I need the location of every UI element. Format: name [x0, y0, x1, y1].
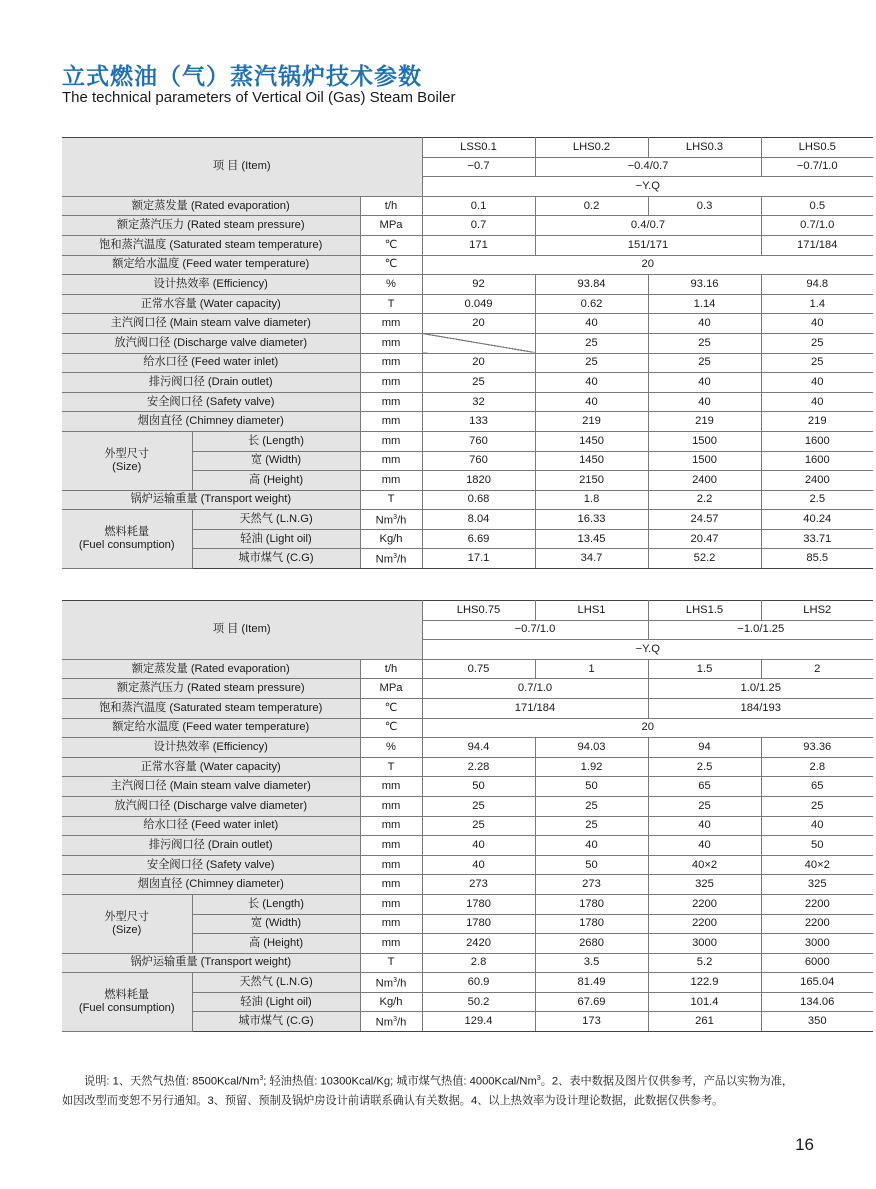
model-cell: LHS0.75 [422, 601, 535, 621]
table-row [62, 738, 873, 758]
table-row [62, 816, 873, 836]
value-cell: 184/193 [648, 698, 873, 718]
value-cell: 1780 [422, 914, 535, 934]
value-cell: 134.06 [761, 992, 873, 1012]
pressure-code-cell: −0.7 [422, 157, 535, 177]
value-cell: 0.2 [535, 196, 648, 216]
value-cell: 122.9 [648, 973, 761, 993]
value-cell: 20 [422, 255, 873, 275]
value-cell: 93.16 [648, 275, 761, 295]
table-row [62, 796, 873, 816]
value-cell: 65 [761, 777, 873, 797]
value-cell: 2150 [535, 471, 648, 491]
value-cell: 67.69 [535, 992, 648, 1012]
unit-cell: mm [360, 934, 422, 954]
unit-cell: mm [360, 796, 422, 816]
value-cell: 350 [761, 1012, 873, 1032]
value-cell: 25 [535, 333, 648, 353]
table-row [62, 412, 873, 432]
table-row [62, 235, 873, 255]
value-cell: 1500 [648, 431, 761, 451]
row-label: 设计热效率 (Efficiency) [62, 738, 360, 758]
row-label: 高 (Height) [192, 471, 360, 491]
value-cell: 1600 [761, 451, 873, 471]
row-label: 锅炉运输重量 (Transport weight) [62, 490, 360, 510]
unit-cell: mm [360, 816, 422, 836]
row-label: 主汽阀口径 (Main steam valve diameter) [62, 314, 360, 334]
row-label: 烟囱直径 (Chimney diameter) [62, 412, 360, 432]
row-label: 轻油 (Light oil) [192, 992, 360, 1012]
pressure-code-cell: −0.7/1.0 [422, 620, 648, 640]
unit-cell: mm [360, 333, 422, 353]
unit-cell: mm [360, 855, 422, 875]
value-cell: 8.04 [422, 510, 535, 530]
value-cell: 6000 [761, 953, 873, 973]
unit-cell: mm [360, 392, 422, 412]
value-cell: 171 [422, 235, 535, 255]
footnote-line-2: 如因改型而变恕不另行通知。3、预留、预制及锅炉房设计前请联系确认有关数据。4、以上热效率为设计理论数据，此数据仅供参考。 [62, 1095, 724, 1107]
value-cell: 1.5 [648, 659, 761, 679]
value-cell: 2680 [535, 934, 648, 954]
unit-cell: t/h [360, 196, 422, 216]
table-row [62, 216, 873, 236]
value-cell: 40 [535, 314, 648, 334]
value-cell: 94 [648, 738, 761, 758]
table-row [62, 510, 873, 530]
table-row [62, 333, 873, 353]
value-cell: 1 [535, 659, 648, 679]
row-label: 城市煤气 (C.G) [192, 1012, 360, 1032]
value-cell: 65 [648, 777, 761, 797]
value-cell: 25 [648, 796, 761, 816]
table-row [62, 953, 873, 973]
value-cell: 25 [422, 796, 535, 816]
value-cell: 3000 [761, 934, 873, 954]
table-row [62, 373, 873, 393]
value-cell: 40 [761, 314, 873, 334]
value-cell: 3.5 [535, 953, 648, 973]
value-cell: 219 [535, 412, 648, 432]
row-label: 额定蒸发量 (Rated evaporation) [62, 659, 360, 679]
value-cell: 94.4 [422, 738, 535, 758]
value-cell: 0.75 [422, 659, 535, 679]
value-cell: 50 [535, 855, 648, 875]
value-cell: 93.84 [535, 275, 648, 295]
unit-cell: Nm$^3$/h [360, 549, 422, 569]
empty-diagonal-cell [422, 333, 535, 353]
value-cell: 133 [422, 412, 535, 432]
value-cell: 25 [761, 353, 873, 373]
row-label: 锅炉运输重量 (Transport weight) [62, 953, 360, 973]
value-cell: 25 [422, 373, 535, 393]
unit-cell: Nm$^3$/h [360, 510, 422, 530]
value-cell: 760 [422, 451, 535, 471]
value-cell: 1.14 [648, 294, 761, 314]
value-cell: 173 [535, 1012, 648, 1032]
value-cell: 17.1 [422, 549, 535, 569]
footnote-line-1: 说明: 1、天然气热值: 8500Kcal/Nm$^3$; 轻油热值: 10300Kcal/Kg; 城市煤气热值: 4000Kcal/Nm$^3$。2、表中数据及图片仅供参考，产品以实物为准， [84, 1075, 794, 1088]
value-cell: 0.049 [422, 294, 535, 314]
table-row [62, 659, 873, 679]
value-cell: 1500 [648, 451, 761, 471]
row-label: 给水口径 (Feed water inlet) [62, 353, 360, 373]
value-cell: 2200 [761, 914, 873, 934]
unit-cell: mm [360, 451, 422, 471]
value-cell: 0.1 [422, 196, 535, 216]
unit-cell: mm [360, 777, 422, 797]
row-label: 放汽阀口径 (Discharge valve diameter) [62, 796, 360, 816]
unit-cell: mm [360, 373, 422, 393]
table-row [62, 757, 873, 777]
spec-table-1 [62, 137, 873, 569]
page-title-english: The technical parameters of Vertical Oil (Gas) Steam Boiler [62, 89, 456, 106]
value-cell: 2200 [648, 894, 761, 914]
value-cell: 325 [648, 875, 761, 895]
value-cell: 50.2 [422, 992, 535, 1012]
value-cell: 2400 [761, 471, 873, 491]
row-label: 天然气 (L.N.G) [192, 510, 360, 530]
value-cell: 40 [761, 373, 873, 393]
value-cell: 40 [535, 373, 648, 393]
value-cell: 33.71 [761, 529, 873, 549]
table-row [62, 392, 873, 412]
unit-cell: t/h [360, 659, 422, 679]
unit-cell: mm [360, 914, 422, 934]
value-cell: 1780 [422, 894, 535, 914]
value-cell: 32 [422, 392, 535, 412]
value-cell: 1.92 [535, 757, 648, 777]
unit-cell: % [360, 275, 422, 295]
size-group-label: 外型尺寸 (Size) [62, 894, 192, 953]
row-label: 饱和蒸汽温度 (Saturated steam temperature) [62, 235, 360, 255]
table-row [62, 777, 873, 797]
value-cell: 273 [535, 875, 648, 895]
value-cell: 171/184 [761, 235, 873, 255]
pressure-code-cell: −1.0/1.25 [648, 620, 873, 640]
value-cell: 151/171 [535, 235, 761, 255]
value-cell: 261 [648, 1012, 761, 1032]
row-label: 额定给水温度 (Feed water temperature) [62, 718, 360, 738]
value-cell: 94.03 [535, 738, 648, 758]
table-row [62, 894, 873, 914]
model-cell: LHS2 [761, 601, 873, 621]
table-row [62, 718, 873, 738]
value-cell: 760 [422, 431, 535, 451]
unit-cell: mm [360, 875, 422, 895]
value-cell: 1780 [535, 914, 648, 934]
model-cell: LHS0.2 [535, 138, 648, 158]
value-cell: 101.4 [648, 992, 761, 1012]
unit-cell: Kg/h [360, 992, 422, 1012]
unit-cell: mm [360, 314, 422, 334]
fuel-group-label: 燃料耗量 (Fuel consumption) [62, 973, 192, 1032]
value-cell: 5.2 [648, 953, 761, 973]
pressure-code-cell: −0.7/1.0 [761, 157, 873, 177]
row-label: 额定蒸汽压力 (Rated steam pressure) [62, 679, 360, 699]
row-label: 轻油 (Light oil) [192, 529, 360, 549]
table-row [62, 314, 873, 334]
value-cell: 20 [422, 314, 535, 334]
row-label: 天然气 (L.N.G) [192, 973, 360, 993]
unit-cell: T [360, 490, 422, 510]
value-cell: 20 [422, 353, 535, 373]
value-cell: 52.2 [648, 549, 761, 569]
value-cell: 2.5 [761, 490, 873, 510]
value-cell: 1450 [535, 451, 648, 471]
value-cell: 40 [761, 816, 873, 836]
row-label: 宽 (Width) [192, 451, 360, 471]
unit-cell: mm [360, 471, 422, 491]
unit-cell: mm [360, 353, 422, 373]
value-cell: 25 [535, 816, 648, 836]
table-row [62, 601, 873, 621]
value-cell: 1600 [761, 431, 873, 451]
value-cell: 0.68 [422, 490, 535, 510]
unit-cell: mm [360, 894, 422, 914]
value-cell: 24.57 [648, 510, 761, 530]
unit-cell: mm [360, 431, 422, 451]
value-cell: 25 [761, 796, 873, 816]
value-cell: 2.5 [648, 757, 761, 777]
value-cell: 50 [422, 777, 535, 797]
row-label: 主汽阀口径 (Main steam valve diameter) [62, 777, 360, 797]
table-row [62, 698, 873, 718]
table-row [62, 275, 873, 295]
value-cell: 1780 [535, 894, 648, 914]
spec-table-2 [62, 600, 873, 1032]
value-cell: 20 [422, 718, 873, 738]
value-cell: 129.4 [422, 1012, 535, 1032]
table-row [62, 679, 873, 699]
value-cell: 25 [422, 816, 535, 836]
value-cell: 25 [535, 796, 648, 816]
unit-cell: mm [360, 836, 422, 856]
unit-cell: ℃ [360, 235, 422, 255]
value-cell: 40 [422, 855, 535, 875]
table-row [62, 836, 873, 856]
value-cell: 94.8 [761, 275, 873, 295]
table-row [62, 855, 873, 875]
item-header: 项 目 (Item) [62, 138, 422, 197]
fuel-code-cell: −Y.Q [422, 177, 873, 197]
value-cell: 2400 [648, 471, 761, 491]
value-cell: 2.8 [761, 757, 873, 777]
row-label: 放汽阀口径 (Discharge valve diameter) [62, 333, 360, 353]
value-cell: 40 [535, 392, 648, 412]
value-cell: 16.33 [535, 510, 648, 530]
value-cell: 40 [761, 392, 873, 412]
value-cell: 0.5 [761, 196, 873, 216]
value-cell: 0.7/1.0 [422, 679, 648, 699]
value-cell: 0.7/1.0 [761, 216, 873, 236]
value-cell: 1.4 [761, 294, 873, 314]
table-row [62, 196, 873, 216]
value-cell: 93.36 [761, 738, 873, 758]
unit-cell: Nm$^3$/h [360, 1012, 422, 1032]
pressure-code-cell: −0.4/0.7 [535, 157, 761, 177]
row-label: 正常水容量 (Water capacity) [62, 294, 360, 314]
value-cell: 2.2 [648, 490, 761, 510]
row-label: 排污阀口径 (Drain outlet) [62, 373, 360, 393]
fuel-code-cell: −Y.Q [422, 640, 873, 660]
value-cell: 40 [648, 836, 761, 856]
model-cell: LHS0.3 [648, 138, 761, 158]
value-cell: 40 [535, 836, 648, 856]
value-cell: 60.9 [422, 973, 535, 993]
row-label: 宽 (Width) [192, 914, 360, 934]
fuel-group-label: 燃料耗量 (Fuel consumption) [62, 510, 192, 569]
value-cell: 40×2 [761, 855, 873, 875]
item-header: 项 目 (Item) [62, 601, 422, 660]
row-label: 安全阀口径 (Safety valve) [62, 392, 360, 412]
value-cell: 0.7 [422, 216, 535, 236]
value-cell: 2200 [761, 894, 873, 914]
value-cell: 219 [761, 412, 873, 432]
value-cell: 2.8 [422, 953, 535, 973]
unit-cell: T [360, 953, 422, 973]
unit-cell: ℃ [360, 255, 422, 275]
value-cell: 6.69 [422, 529, 535, 549]
value-cell: 25 [648, 353, 761, 373]
value-cell: 2 [761, 659, 873, 679]
unit-cell: Kg/h [360, 529, 422, 549]
table-row [62, 294, 873, 314]
page-number: 16 [795, 1135, 814, 1154]
value-cell: 0.3 [648, 196, 761, 216]
value-cell: 2200 [648, 914, 761, 934]
row-label: 城市煤气 (C.G) [192, 549, 360, 569]
value-cell: 25 [535, 353, 648, 373]
value-cell: 325 [761, 875, 873, 895]
row-label: 烟囱直径 (Chimney diameter) [62, 875, 360, 895]
value-cell: 40 [648, 816, 761, 836]
value-cell: 171/184 [422, 698, 648, 718]
value-cell: 81.49 [535, 973, 648, 993]
value-cell: 50 [535, 777, 648, 797]
value-cell: 25 [761, 333, 873, 353]
value-cell: 34.7 [535, 549, 648, 569]
page-title-chinese: 立式燃油（气）蒸汽锅炉技术参数 [62, 64, 422, 90]
value-cell: 1820 [422, 471, 535, 491]
value-cell: 0.62 [535, 294, 648, 314]
row-label: 额定蒸汽压力 (Rated steam pressure) [62, 216, 360, 236]
table-row [62, 255, 873, 275]
value-cell: 40 [648, 392, 761, 412]
row-label: 额定蒸发量 (Rated evaporation) [62, 196, 360, 216]
value-cell: 25 [648, 333, 761, 353]
table-row [62, 353, 873, 373]
value-cell: 40 [648, 314, 761, 334]
table-row [62, 431, 873, 451]
unit-cell: Nm$^3$/h [360, 973, 422, 993]
row-label: 长 (Length) [192, 431, 360, 451]
row-label: 安全阀口径 (Safety valve) [62, 855, 360, 875]
value-cell: 2420 [422, 934, 535, 954]
unit-cell: % [360, 738, 422, 758]
unit-cell: ℃ [360, 718, 422, 738]
value-cell: 1.8 [535, 490, 648, 510]
value-cell: 165.04 [761, 973, 873, 993]
row-label: 正常水容量 (Water capacity) [62, 757, 360, 777]
value-cell: 219 [648, 412, 761, 432]
model-cell: LHS0.5 [761, 138, 873, 158]
value-cell: 40 [422, 836, 535, 856]
value-cell: 0.4/0.7 [535, 216, 761, 236]
value-cell: 50 [761, 836, 873, 856]
table-row [62, 875, 873, 895]
row-label: 额定给水温度 (Feed water temperature) [62, 255, 360, 275]
model-cell: LSS0.1 [422, 138, 535, 158]
row-label: 高 (Height) [192, 934, 360, 954]
value-cell: 1450 [535, 431, 648, 451]
model-cell: LHS1 [535, 601, 648, 621]
value-cell: 20.47 [648, 529, 761, 549]
unit-cell: mm [360, 412, 422, 432]
row-label: 设计热效率 (Efficiency) [62, 275, 360, 295]
value-cell: 2.28 [422, 757, 535, 777]
value-cell: 3000 [648, 934, 761, 954]
row-label: 给水口径 (Feed water inlet) [62, 816, 360, 836]
value-cell: 40×2 [648, 855, 761, 875]
row-label: 排污阀口径 (Drain outlet) [62, 836, 360, 856]
table-row [62, 973, 873, 993]
value-cell: 273 [422, 875, 535, 895]
size-group-label: 外型尺寸 (Size) [62, 431, 192, 490]
value-cell: 1.0/1.25 [648, 679, 873, 699]
unit-cell: MPa [360, 216, 422, 236]
value-cell: 40.24 [761, 510, 873, 530]
value-cell: 13.45 [535, 529, 648, 549]
value-cell: 85.5 [761, 549, 873, 569]
table-row [62, 490, 873, 510]
unit-cell: T [360, 757, 422, 777]
row-label: 饱和蒸汽温度 (Saturated steam temperature) [62, 698, 360, 718]
row-label: 长 (Length) [192, 894, 360, 914]
value-cell: 40 [648, 373, 761, 393]
table-row [62, 138, 873, 158]
unit-cell: MPa [360, 679, 422, 699]
unit-cell: T [360, 294, 422, 314]
value-cell: 92 [422, 275, 535, 295]
model-cell: LHS1.5 [648, 601, 761, 621]
unit-cell: ℃ [360, 698, 422, 718]
